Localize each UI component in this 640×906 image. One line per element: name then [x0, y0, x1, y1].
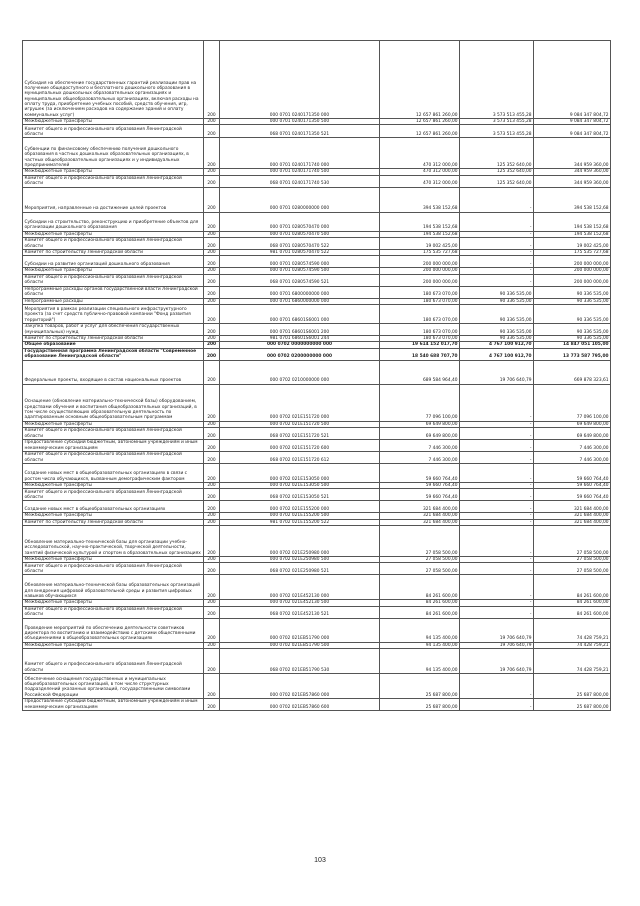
- row-code-cell: 200: [204, 642, 220, 648]
- row-kbk-cell: 000 0701 0280574590 000: [220, 256, 380, 268]
- row-approved-cell: 77 096 100,00: [380, 384, 460, 421]
- row-executed-cell: 19 706 640,79: [460, 360, 534, 384]
- row-executed-cell: 125 352 640,00: [460, 175, 534, 187]
- row-name-cell: Федеральные проекты, входящие в состав национальных проектов: [23, 360, 204, 384]
- row-code-cell: 200: [204, 250, 220, 256]
- row-executed-cell: -: [460, 557, 534, 563]
- row-remaining-cell: 90 336 535,00: [534, 336, 611, 342]
- row-remaining-cell: 74 428 759,21: [534, 618, 611, 642]
- row-approved-cell: 18 540 688 707,70: [380, 348, 460, 360]
- row-name-cell: Комитет общего и профессионального образования Ленинградской области: [23, 238, 204, 250]
- row-name-cell: Межбюджетные трансферты: [23, 231, 204, 237]
- row-remaining-cell: 90 336 535,00: [534, 324, 611, 336]
- row-executed-cell: -: [460, 452, 534, 464]
- row-approved-cell: 84 261 600,00: [380, 606, 460, 618]
- table-row: [23, 501, 611, 513]
- row-code-cell: 200: [204, 526, 220, 557]
- row-remaining-cell: 344 959 360,00: [534, 138, 611, 169]
- row-executed-cell: -: [460, 238, 534, 250]
- row-remaining-cell: 74 428 759,21: [534, 642, 611, 648]
- row-executed-cell: -: [460, 483, 534, 489]
- row-kbk-cell: 000 0702 021EB57860 000: [220, 674, 380, 699]
- row-remaining-cell: 321 684 400,00: [534, 519, 611, 525]
- row-code-cell: 200: [204, 231, 220, 237]
- row-executed-cell: 3 573 513 455,28: [460, 125, 534, 138]
- row-name-cell: Создание новых мест в общеобразовательных организациях в связи с ростом числа обучающихся, вызванным демографическим фактором: [23, 464, 204, 483]
- row-remaining-cell: 90 336 535,00: [534, 286, 611, 298]
- row-executed-cell: -: [460, 606, 534, 618]
- row-executed-cell: 3 573 513 455,28: [460, 41, 534, 119]
- row-remaining-cell: 14 847 051 105,00: [534, 342, 611, 348]
- row-executed-cell: 19 706 640,79: [460, 642, 534, 648]
- row-executed-cell: -: [460, 256, 534, 268]
- row-executed-cell: -: [460, 563, 534, 575]
- row-approved-cell: 180 673 070,00: [380, 336, 460, 342]
- row-code-cell: 200: [204, 336, 220, 342]
- row-kbk-cell: 000 0701 6860000000 000: [220, 298, 380, 304]
- row-approved-cell: 321 684 400,00: [380, 501, 460, 513]
- table-row: [23, 526, 611, 557]
- row-remaining-cell: 194 538 152,68: [534, 231, 611, 237]
- row-code-cell: 200: [204, 256, 220, 268]
- row-remaining-cell: 394 538 152,68: [534, 187, 611, 212]
- row-approved-cell: 194 538 152,68: [380, 212, 460, 231]
- row-executed-cell: 19 706 640,79: [460, 618, 534, 642]
- row-name-cell: Субвенции по финансовому обеспечению получения дошкольного образования в частных дошкольных образовательных организациях, в частных общеобразовательных организациях и у индивидуальных предпринимателей: [23, 138, 204, 169]
- row-remaining-cell: 9 084 347 804,72: [534, 125, 611, 138]
- row-approved-cell: 59 660 764,40: [380, 464, 460, 483]
- row-code-cell: 200: [204, 342, 220, 348]
- row-kbk-cell: 981 0702 021E155200 522: [220, 519, 380, 525]
- row-remaining-cell: 27 058 500,00: [534, 526, 611, 557]
- row-approved-cell: 19 002 425,00: [380, 238, 460, 250]
- row-kbk-cell: 068 0701 0280570470 522: [220, 238, 380, 250]
- row-code-cell: 200: [204, 563, 220, 575]
- row-remaining-cell: 59 660 764,40: [534, 464, 611, 483]
- row-executed-cell: -: [460, 274, 534, 286]
- row-kbk-cell: 000 0702 0210000000 000: [220, 360, 380, 384]
- row-remaining-cell: 74 428 759,21: [534, 649, 611, 674]
- row-kbk-cell: 000 0701 0240171740 500: [220, 169, 380, 175]
- row-executed-cell: -: [460, 699, 534, 711]
- table-row: [23, 256, 611, 268]
- row-kbk-cell: 000 0702 021E250980 000: [220, 526, 380, 557]
- row-executed-cell: -: [460, 212, 534, 231]
- table-row: [23, 674, 611, 699]
- row-executed-cell: -: [460, 231, 534, 237]
- row-kbk-cell: 068 0702 021E153050 521: [220, 489, 380, 501]
- row-kbk-cell: 068 0701 0280574590 521: [220, 274, 380, 286]
- row-remaining-cell: 194 538 152,68: [534, 212, 611, 231]
- row-approved-cell: 194 538 152,68: [380, 231, 460, 237]
- row-code-cell: 200: [204, 649, 220, 674]
- row-executed-cell: -: [460, 187, 534, 212]
- row-code-cell: 200: [204, 421, 220, 427]
- row-code-cell: 200: [204, 119, 220, 125]
- row-remaining-cell: 7 446 300,00: [534, 440, 611, 452]
- row-remaining-cell: 19 002 425,00: [534, 238, 611, 250]
- row-kbk-cell: 000 0702 021EB57860 600: [220, 699, 380, 711]
- row-name-cell: Проведение мероприятий по обеспечению деятельности советников директора по воспитанию и взаимодействию с детскими общественными объединениями в общеобразовательных организациях: [23, 618, 204, 642]
- row-remaining-cell: 69 649 800,00: [534, 428, 611, 440]
- row-executed-cell: 90 336 535,00: [460, 336, 534, 342]
- row-approved-cell: 200 000 000,00: [380, 268, 460, 274]
- row-executed-cell: -: [460, 421, 534, 427]
- row-executed-cell: 90 336 535,00: [460, 298, 534, 304]
- table-row: [23, 286, 611, 298]
- row-code-cell: 200: [204, 557, 220, 563]
- row-code-cell: 200: [204, 324, 220, 336]
- row-executed-cell: -: [460, 674, 534, 699]
- row-approved-cell: 180 673 070,00: [380, 286, 460, 298]
- row-code-cell: 200: [204, 513, 220, 519]
- page-number: 103: [314, 857, 326, 864]
- row-executed-cell: -: [460, 519, 534, 525]
- row-code-cell: 200: [204, 175, 220, 187]
- row-approved-cell: 12 657 861 260,00: [380, 125, 460, 138]
- row-name-cell: Межбюджетные трансферты: [23, 421, 204, 427]
- table-row: [23, 336, 611, 342]
- row-name-cell: Общее образование: [23, 342, 204, 348]
- row-name-cell: Межбюджетные трансферты: [23, 268, 204, 274]
- table-row: [23, 41, 611, 119]
- row-kbk-cell: 000 0702 021E452130 000: [220, 575, 380, 600]
- row-executed-cell: -: [460, 526, 534, 557]
- row-name-cell: Межбюджетные трансферты: [23, 169, 204, 175]
- row-approved-cell: 27 058 500,00: [380, 526, 460, 557]
- row-kbk-cell: 000 0701 0240171350 500: [220, 119, 380, 125]
- row-approved-cell: 94 135 400,00: [380, 642, 460, 648]
- row-name-cell: Обеспечение оснащения государственных и муниципальных общеобразовательных организаций, в том числе структурных подразделений указанных организаций, государственными символами Российской Федерации: [23, 674, 204, 699]
- row-name-cell: Комитет общего и профессионального образования Ленинградской области: [23, 125, 204, 138]
- budget-table: [22, 40, 611, 711]
- row-name-cell: Комитет общего и профессионального образования Ленинградской области: [23, 274, 204, 286]
- table-row: [23, 348, 611, 360]
- row-name-cell: Предоставление субсидий бюджетным, автономным учреждениям и иным некоммерческим организациям: [23, 699, 204, 711]
- row-kbk-cell: 000 0701 0280570470 000: [220, 212, 380, 231]
- row-remaining-cell: 200 000 000,00: [534, 268, 611, 274]
- row-approved-cell: 175 535 727,68: [380, 250, 460, 256]
- row-kbk-cell: 981 0701 0280570470 522: [220, 250, 380, 256]
- table-row: [23, 489, 611, 501]
- table-row: [23, 464, 611, 483]
- table-row: [23, 138, 611, 169]
- table-row: [23, 440, 611, 452]
- row-kbk-cell: 068 0702 021EB51790 530: [220, 649, 380, 674]
- row-name-cell: Оснащение (обновление материально-технической базы) оборудованием, средствами обучения и воспитания общеобразовательных организаций, в том числе осуществляющих образовательную деятельность по адаптированным основным общеобразовательным программам: [23, 384, 204, 421]
- table-row: [23, 305, 611, 324]
- row-remaining-cell: 13 773 587 795,00: [534, 348, 611, 360]
- row-approved-cell: 25 687 800,00: [380, 674, 460, 699]
- row-kbk-cell: 000 0702 021EB51790 500: [220, 642, 380, 648]
- row-executed-cell: -: [460, 250, 534, 256]
- row-code-cell: 200: [204, 483, 220, 489]
- row-executed-cell: -: [460, 501, 534, 513]
- row-kbk-cell: 000 0702 021E155200 500: [220, 513, 380, 519]
- row-code-cell: 200: [204, 268, 220, 274]
- row-executed-cell: -: [460, 464, 534, 483]
- table-row: [23, 563, 611, 575]
- row-remaining-cell: 321 684 400,00: [534, 501, 611, 513]
- table-row: [23, 238, 611, 250]
- row-approved-cell: 470 312 000,00: [380, 175, 460, 187]
- row-kbk-cell: 000 0702 021E153050 000: [220, 464, 380, 483]
- table-row: [23, 360, 611, 384]
- row-executed-cell: -: [460, 268, 534, 274]
- row-executed-cell: 90 336 535,00: [460, 324, 534, 336]
- row-kbk-cell: 000 0702 021E452130 500: [220, 600, 380, 606]
- row-remaining-cell: 77 096 100,00: [534, 384, 611, 421]
- row-name-cell: Предоставление субсидий бюджетным, автономным учреждениям и иным некоммерческим организациям: [23, 440, 204, 452]
- row-name-cell: Субсидия на обеспечение государственных гарантий реализации прав на получение общедоступного и бесплатного дошкольного образования в муниципальных дошкольных образовательных организациях и муниципальных общеобразовательных организациях, включая расходы на оплату труда, приобретение учебных пособий, средств обучения, игр, игрушек (за исключением расходов на содержание зданий и оплату коммунальных услуг): [23, 41, 204, 119]
- row-name-cell: Комитет по строительству Ленинградской области: [23, 519, 204, 525]
- table-row: [23, 212, 611, 231]
- row-name-cell: Закупка товаров, работ и услуг для обеспечения государственных (муниципальных) нужд: [23, 324, 204, 336]
- row-remaining-cell: 669 878 323,61: [534, 360, 611, 384]
- row-name-cell: Межбюджетные трансферты: [23, 642, 204, 648]
- row-code-cell: 200: [204, 489, 220, 501]
- row-executed-cell: 4 767 100 912,70: [460, 348, 534, 360]
- table-row: [23, 606, 611, 618]
- row-name-cell: Комитет общего и профессионального образования Ленинградской области: [23, 175, 204, 187]
- row-kbk-cell: 000 0701 0280574590 500: [220, 268, 380, 274]
- row-code-cell: 200: [204, 464, 220, 483]
- table-row: [23, 699, 611, 711]
- row-approved-cell: 84 261 600,00: [380, 575, 460, 600]
- row-name-cell: Комитет общего и профессионального образования Ленинградской области: [23, 563, 204, 575]
- row-code-cell: 200: [204, 618, 220, 642]
- row-code-cell: 200: [204, 305, 220, 324]
- row-approved-cell: 321 684 400,00: [380, 519, 460, 525]
- row-name-cell: Мероприятия, направленные на достижение целей проектов: [23, 187, 204, 212]
- row-remaining-cell: 9 084 347 804,72: [534, 119, 611, 125]
- row-remaining-cell: 344 959 360,00: [534, 169, 611, 175]
- row-name-cell: Межбюджетные трансферты: [23, 600, 204, 606]
- row-kbk-cell: 000 0702 0200000000 000: [220, 348, 380, 360]
- row-name-cell: Комитет общего и профессионального образования Ленинградской области: [23, 649, 204, 674]
- row-kbk-cell: 000 0702 021E155200 000: [220, 501, 380, 513]
- table-row: [23, 575, 611, 600]
- row-executed-cell: 125 352 640,00: [460, 138, 534, 169]
- row-kbk-cell: 068 0701 0240171350 521: [220, 125, 380, 138]
- row-code-cell: 200: [204, 384, 220, 421]
- row-approved-cell: 180 673 070,00: [380, 324, 460, 336]
- row-approved-cell: 69 649 800,00: [380, 421, 460, 427]
- row-approved-cell: 12 657 861 260,00: [380, 119, 460, 125]
- row-kbk-cell: 000 0702 021E250980 500: [220, 557, 380, 563]
- row-kbk-cell: 000 0701 68601S6001 000: [220, 305, 380, 324]
- row-kbk-cell: 000 0702 021E151720 000: [220, 384, 380, 421]
- row-code-cell: 200: [204, 125, 220, 138]
- table-row: [23, 125, 611, 138]
- row-code-cell: 200: [204, 452, 220, 464]
- row-name-cell: Комитет общего и профессионального образования Ленинградской области: [23, 606, 204, 618]
- row-name-cell: Межбюджетные трансферты: [23, 557, 204, 563]
- row-name-cell: Мероприятия в рамках реализации специального инфраструктурного проекта (за счет средств публично-правовой компании "Фонд развития территорий"): [23, 305, 204, 324]
- row-approved-cell: 69 649 800,00: [380, 428, 460, 440]
- row-kbk-cell: 068 0702 021E250980 521: [220, 563, 380, 575]
- row-approved-cell: 94 135 400,00: [380, 649, 460, 674]
- table-row: [23, 175, 611, 187]
- row-remaining-cell: 9 084 347 804,72: [534, 41, 611, 119]
- row-code-cell: 200: [204, 575, 220, 600]
- row-approved-cell: 394 538 152,68: [380, 187, 460, 212]
- row-remaining-cell: 90 336 535,00: [534, 298, 611, 304]
- row-kbk-cell: 000 0701 6800000000 000: [220, 286, 380, 298]
- row-kbk-cell: 068 0702 021E151720 521: [220, 428, 380, 440]
- row-approved-cell: 12 657 861 260,00: [380, 41, 460, 119]
- table-row: [23, 452, 611, 464]
- table-row: [23, 428, 611, 440]
- row-remaining-cell: 84 261 600,00: [534, 575, 611, 600]
- row-executed-cell: -: [460, 489, 534, 501]
- row-approved-cell: 7 446 300,00: [380, 440, 460, 452]
- row-code-cell: 200: [204, 298, 220, 304]
- row-code-cell: 200: [204, 360, 220, 384]
- row-code-cell: 200: [204, 138, 220, 169]
- row-approved-cell: 689 584 964,40: [380, 360, 460, 384]
- row-kbk-cell: 000 0702 021E151720 500: [220, 421, 380, 427]
- row-remaining-cell: 84 261 600,00: [534, 606, 611, 618]
- row-name-cell: Непрограммные расходы органов государственной власти Ленинградской области: [23, 286, 204, 298]
- row-kbk-cell: 000 0702 021E153050 500: [220, 483, 380, 489]
- row-name-cell: Субсидии на строительство, реконструкцию и приобретение объектов для организации дошкольного образования: [23, 212, 204, 231]
- row-approved-cell: 27 058 500,00: [380, 563, 460, 575]
- row-approved-cell: 25 687 800,00: [380, 699, 460, 711]
- row-approved-cell: 59 660 764,40: [380, 489, 460, 501]
- row-executed-cell: -: [460, 440, 534, 452]
- row-code-cell: 200: [204, 169, 220, 175]
- row-code-cell: 200: [204, 519, 220, 525]
- row-kbk-cell: 068 0702 021E151720 612: [220, 452, 380, 464]
- row-approved-cell: 321 684 400,00: [380, 513, 460, 519]
- row-name-cell: Комитет по строительству Ленинградской области: [23, 250, 204, 256]
- row-name-cell: Комитет по строительству Ленинградской области: [23, 336, 204, 342]
- row-remaining-cell: 69 649 800,00: [534, 421, 611, 427]
- budget-table-body: [23, 41, 611, 711]
- row-executed-cell: 125 352 640,00: [460, 169, 534, 175]
- row-approved-cell: 7 446 300,00: [380, 452, 460, 464]
- table-row: [23, 618, 611, 642]
- table-row: [23, 324, 611, 336]
- row-kbk-cell: 000 0701 0240171740 000: [220, 138, 380, 169]
- row-remaining-cell: 59 660 764,40: [534, 483, 611, 489]
- row-name-cell: Обновление материально-технической базы для организации учебно-исследовательской, научно-практической, творческой деятельности, занятий физической культурой и спортом в образовательных организациях: [23, 526, 204, 557]
- row-remaining-cell: 84 261 600,00: [534, 600, 611, 606]
- row-remaining-cell: 27 058 500,00: [534, 563, 611, 575]
- row-code-cell: 200: [204, 286, 220, 298]
- table-row: [23, 649, 611, 674]
- row-remaining-cell: 344 959 360,00: [534, 175, 611, 187]
- row-approved-cell: 470 312 000,00: [380, 169, 460, 175]
- table-row: [23, 384, 611, 421]
- row-code-cell: 200: [204, 501, 220, 513]
- row-executed-cell: -: [460, 384, 534, 421]
- row-approved-cell: 59 660 764,40: [380, 483, 460, 489]
- row-executed-cell: -: [460, 575, 534, 600]
- row-kbk-cell: 000 0701 0280000000 000: [220, 187, 380, 212]
- row-executed-cell: -: [460, 513, 534, 519]
- row-approved-cell: 94 135 400,00: [380, 618, 460, 642]
- row-remaining-cell: 175 535 727,68: [534, 250, 611, 256]
- row-code-cell: 200: [204, 348, 220, 360]
- row-name-cell: Субсидии на развитие организаций дошкольного образования: [23, 256, 204, 268]
- row-remaining-cell: 200 000 000,00: [534, 274, 611, 286]
- row-name-cell: Межбюджетные трансферты: [23, 513, 204, 519]
- row-remaining-cell: 200 000 000,00: [534, 256, 611, 268]
- budget-table-sheet: [22, 40, 610, 711]
- row-approved-cell: 19 614 152 017,70: [380, 342, 460, 348]
- row-executed-cell: 90 336 535,00: [460, 286, 534, 298]
- row-kbk-cell: 000 0701 0280570470 500: [220, 231, 380, 237]
- row-code-cell: 200: [204, 274, 220, 286]
- row-name-cell: Комитет общего и профессионального образования Ленинградской области: [23, 428, 204, 440]
- row-executed-cell: 4 767 100 912,70: [460, 342, 534, 348]
- row-remaining-cell: 7 446 300,00: [534, 452, 611, 464]
- row-code-cell: 200: [204, 212, 220, 231]
- row-code-cell: 200: [204, 428, 220, 440]
- row-code-cell: 200: [204, 440, 220, 452]
- row-name-cell: Межбюджетные трансферты: [23, 119, 204, 125]
- row-approved-cell: 180 673 070,00: [380, 298, 460, 304]
- table-row: [23, 274, 611, 286]
- row-code-cell: 200: [204, 187, 220, 212]
- row-code-cell: 200: [204, 600, 220, 606]
- row-kbk-cell: 000 0701 0240171350 000: [220, 41, 380, 119]
- row-kbk-cell: 981 0701 68601S6001 244: [220, 336, 380, 342]
- row-name-cell: Создание новых мест в общеобразовательных организациях: [23, 501, 204, 513]
- row-kbk-cell: 000 0702 021EB51790 000: [220, 618, 380, 642]
- row-name-cell: Комитет общего и профессионального образования Ленинградской области: [23, 452, 204, 464]
- row-code-cell: 200: [204, 699, 220, 711]
- row-approved-cell: 84 261 600,00: [380, 600, 460, 606]
- row-approved-cell: 200 000 000,00: [380, 256, 460, 268]
- row-executed-cell: 90 336 535,00: [460, 305, 534, 324]
- row-remaining-cell: 25 687 800,00: [534, 674, 611, 699]
- row-remaining-cell: 90 336 535,00: [534, 305, 611, 324]
- row-kbk-cell: 068 0702 021E452130 521: [220, 606, 380, 618]
- row-approved-cell: 470 312 000,00: [380, 138, 460, 169]
- row-code-cell: 200: [204, 41, 220, 119]
- row-name-cell: Государственная программа Ленинградской области "Современное образование Ленинградской области": [23, 348, 204, 360]
- row-executed-cell: 3 573 513 455,28: [460, 119, 534, 125]
- row-remaining-cell: 321 684 400,00: [534, 513, 611, 519]
- row-approved-cell: 27 058 500,00: [380, 557, 460, 563]
- row-kbk-cell: 000 0702 021E151720 600: [220, 440, 380, 452]
- row-executed-cell: 19 706 640,79: [460, 649, 534, 674]
- row-executed-cell: -: [460, 428, 534, 440]
- row-executed-cell: -: [460, 600, 534, 606]
- row-name-cell: Обновление материально-технической базы образовательных организаций для внедрения цифровой образовательной среды и развития цифровых навыков обучающихся: [23, 575, 204, 600]
- row-code-cell: 200: [204, 606, 220, 618]
- row-remaining-cell: 59 660 764,40: [534, 489, 611, 501]
- row-kbk-cell: 068 0701 0240171740 530: [220, 175, 380, 187]
- row-approved-cell: 180 673 070,00: [380, 305, 460, 324]
- row-remaining-cell: 27 058 500,00: [534, 557, 611, 563]
- row-remaining-cell: 25 687 800,00: [534, 699, 611, 711]
- row-name-cell: Непрограммные расходы: [23, 298, 204, 304]
- row-name-cell: Комитет общего и профессионального образования Ленинградской области: [23, 489, 204, 501]
- row-name-cell: Межбюджетные трансферты: [23, 483, 204, 489]
- row-code-cell: 200: [204, 674, 220, 699]
- row-kbk-cell: 000 0701 68601S6001 200: [220, 324, 380, 336]
- row-kbk-cell: 000 0702 0000000000 000: [220, 342, 380, 348]
- table-row: [23, 187, 611, 212]
- row-approved-cell: 200 000 000,00: [380, 274, 460, 286]
- row-code-cell: 200: [204, 238, 220, 250]
